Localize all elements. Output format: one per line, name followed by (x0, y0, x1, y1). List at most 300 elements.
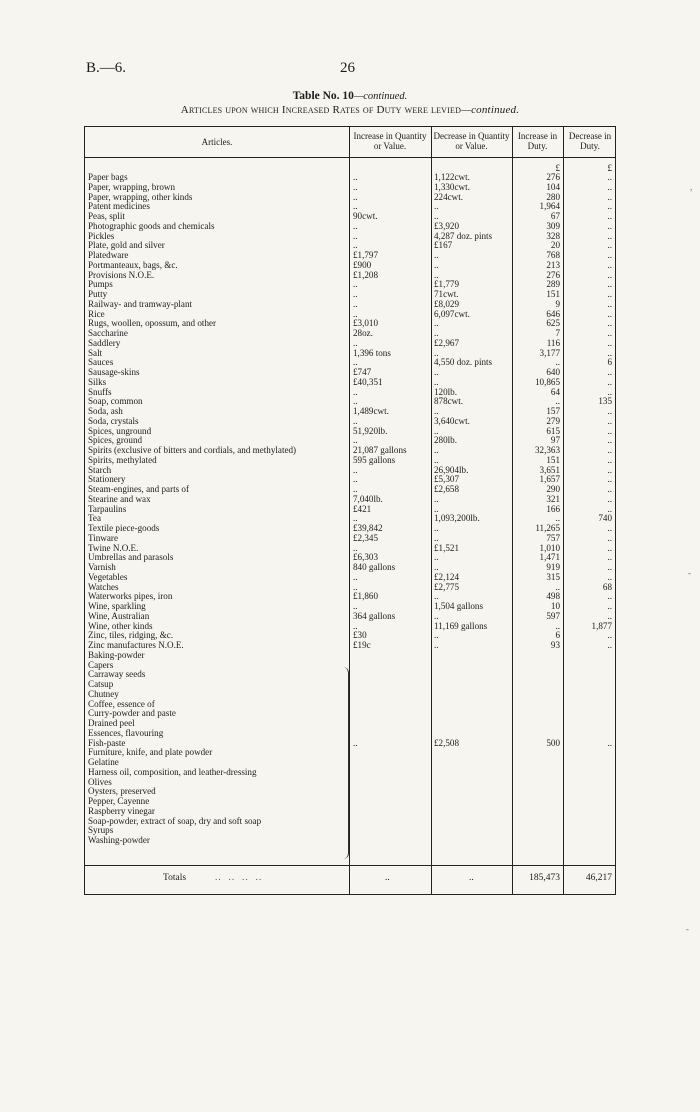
table-row (85, 329, 617, 339)
decrease-qty-cell: 1,504 gallons (434, 601, 484, 611)
table-row (85, 641, 617, 651)
decrease-duty-cell: .. (607, 298, 612, 309)
article-cell: Wine, other kinds (88, 621, 153, 631)
increase-duty-cell: 276 (546, 269, 560, 280)
increase-qty-cell: 7,040lb. (353, 493, 383, 504)
table-row (85, 787, 617, 797)
article-cell: Soda, crystals (88, 416, 139, 426)
decrease-qty-cell: .. (434, 591, 439, 602)
increase-qty-cell: .. (353, 581, 358, 592)
decrease-qty-cell: £5,307 (434, 474, 460, 485)
article-cell: Chutney (88, 689, 119, 699)
table-row (85, 300, 617, 310)
increase-duty-cell: 6 (555, 630, 560, 641)
article-cell: Capers (88, 660, 114, 670)
article-cell: Stearine and wax (88, 494, 151, 504)
article-cell: Rice (88, 309, 105, 319)
decrease-duty-cell: .. (607, 562, 612, 572)
table-row (85, 758, 617, 768)
increase-qty-cell: £421 (353, 503, 372, 514)
article-cell: Paper, wrapping, brown (88, 182, 176, 192)
article-cell: Steam-engines, and parts of (88, 485, 190, 494)
decrease-qty-cell: 1,330cwt. (434, 181, 470, 192)
decrease-qty-cell: 11,169 gallons (434, 620, 488, 631)
decrease-qty-cell: 4,287 doz. pints (434, 230, 493, 241)
increase-duty-cell: 157 (546, 406, 560, 416)
increase-qty-cell: .. (353, 201, 358, 212)
increase-duty-cell: 309 (546, 220, 560, 231)
article-cell: Plate, gold and silver (88, 241, 165, 251)
decrease-duty-cell: .. (607, 328, 612, 338)
increase-qty-cell: 595 gallons (353, 454, 396, 465)
article-cell: Patent medicines (88, 202, 150, 212)
article-cell: Oysters, preserved (88, 787, 156, 797)
decrease-duty-cell: .. (607, 454, 612, 465)
increase-duty-cell: 315 (546, 571, 560, 582)
article-cell: Salt (88, 348, 103, 358)
table-row (85, 466, 617, 476)
table-row (85, 592, 617, 602)
decrease-qty-cell: £8,029 (434, 298, 460, 309)
increase-duty-cell: 1,010 (539, 542, 560, 553)
decrease-duty-cell: .. (607, 474, 612, 485)
decrease-duty-cell: .. (607, 737, 612, 748)
table-row (85, 202, 617, 212)
table-body (85, 173, 617, 846)
increase-duty-cell: 1,471 (539, 552, 560, 563)
article-cell: Sauces (88, 358, 114, 368)
margin-mark: - (686, 924, 689, 934)
table-row (85, 631, 617, 641)
increase-qty-cell: .. (353, 484, 358, 494)
decrease-duty-cell: .. (607, 211, 612, 221)
totals-decrease-qty: .. (469, 873, 474, 883)
currency-decrease-duty: £ (607, 163, 612, 173)
totals-label: Totals (163, 873, 187, 883)
totals-rule (85, 865, 615, 866)
decrease-qty-cell: .. (434, 347, 439, 358)
article-cell: Photographic goods and chemicals (88, 221, 215, 231)
increase-duty-cell: 3,651 (539, 464, 560, 475)
increase-duty-cell: 615 (546, 425, 560, 436)
article-cell: Syrups (88, 826, 114, 836)
table-row (85, 446, 617, 456)
increase-duty-cell: 93 (550, 640, 560, 650)
increase-duty-cell: 279 (546, 415, 560, 426)
increase-qty-cell: .. (353, 191, 358, 202)
increase-duty-cell: 213 (546, 259, 560, 270)
increase-qty-cell: 1,489cwt. (353, 406, 389, 416)
article-cell: Spirits, methylated (88, 455, 157, 465)
increase-qty-cell: £2,345 (353, 532, 379, 543)
currency-increase-duty: £ (555, 163, 560, 173)
header-increase-qty: Increase in Quantity or Value. (353, 131, 427, 151)
increase-qty-cell: .. (353, 620, 358, 631)
decrease-duty-cell: .. (607, 591, 612, 602)
decrease-qty-cell: .. (434, 425, 439, 436)
table-row (85, 553, 617, 563)
article-cell: Tea (88, 514, 101, 524)
table-row (85, 719, 617, 729)
article-cell: Washing-powder (88, 836, 150, 845)
decrease-duty-cell: .. (607, 230, 612, 241)
article-cell: Saccharine (88, 329, 128, 338)
table-row (85, 417, 617, 427)
increase-duty-cell: 1,964 (539, 201, 560, 212)
table-row (85, 427, 617, 437)
decrease-qty-cell: .. (434, 269, 439, 280)
increase-qty-cell: .. (353, 386, 358, 397)
increase-duty-cell: 276 (546, 172, 560, 182)
table-row (85, 797, 617, 807)
totals-increase-qty: .. (385, 873, 390, 883)
subtitle-suffix: —continued. (461, 104, 520, 116)
table-row (85, 475, 617, 485)
decrease-duty-cell: 135 (598, 396, 612, 407)
margin-mark: , (690, 182, 693, 192)
increase-duty-cell: 1,657 (539, 474, 560, 485)
decrease-duty-cell: .. (607, 523, 612, 533)
decrease-qty-cell: 26,904lb. (434, 464, 469, 475)
decrease-qty-cell: .. (434, 532, 439, 543)
article-cell: Sausage-skins (88, 368, 140, 377)
article-cell: Stationery (88, 475, 126, 485)
decrease-duty-cell: .. (607, 172, 612, 182)
article-cell: Tinware (88, 533, 118, 543)
increase-qty-cell: £30 (353, 630, 367, 641)
table-row (85, 748, 617, 758)
increase-duty-cell: 64 (550, 386, 560, 397)
totals-decrease-duty: 46,217 (585, 873, 612, 883)
decrease-qty-cell: .. (434, 250, 439, 260)
increase-qty-cell: .. (353, 308, 358, 319)
decrease-qty-cell: £2,967 (434, 337, 460, 348)
decrease-duty-cell: .. (607, 337, 612, 348)
increase-duty-cell: 9 (555, 298, 560, 309)
article-cell: Coffee, essence of (88, 699, 155, 709)
table-row (85, 700, 617, 710)
header-increase-duty: Increase in Duty. (517, 131, 558, 151)
increase-qty-cell: £6,303 (353, 552, 379, 563)
increase-duty-cell: 151 (546, 454, 560, 465)
decrease-duty-cell: .. (607, 552, 612, 563)
decrease-qty-cell: .. (434, 640, 439, 650)
increase-qty-cell: £1,208 (353, 269, 379, 280)
decrease-duty-cell: .. (607, 630, 612, 641)
table-row (85, 271, 617, 281)
table-row (85, 456, 617, 466)
increase-duty-cell: 625 (546, 318, 560, 329)
table-row (85, 807, 617, 817)
article-cell: Vegetables (88, 572, 128, 582)
article-cell: Portmanteaux, bags, &c. (88, 260, 178, 270)
decrease-qty-cell: .. (434, 259, 439, 270)
table-row (85, 310, 617, 320)
increase-qty-cell: .. (353, 230, 358, 241)
increase-qty-cell: 28oz. (353, 328, 373, 338)
decrease-duty-cell: .. (607, 542, 612, 553)
article-cell: Essences, flavouring (88, 728, 164, 738)
decrease-duty-cell: .. (607, 415, 612, 426)
increase-qty-cell: .. (353, 601, 358, 611)
table-row (85, 505, 617, 515)
decrease-duty-cell: .. (607, 425, 612, 436)
article-cell: Carraway seeds (88, 670, 146, 680)
increase-duty-cell: 328 (546, 230, 560, 241)
table-caption (0, 90, 700, 102)
increase-qty-cell: .. (353, 337, 358, 348)
decrease-duty-cell: .. (607, 493, 612, 504)
article-cell: Drained peel (88, 719, 135, 728)
table-row (85, 232, 617, 242)
decrease-duty-cell: 740 (598, 513, 612, 524)
table-row (85, 690, 617, 700)
decrease-duty-cell: .. (607, 269, 612, 280)
table-row (85, 524, 617, 534)
table-row (85, 485, 617, 495)
increase-qty-cell: .. (353, 737, 358, 748)
header-decrease-qty: Decrease in Quantity or Value. (433, 131, 510, 151)
increase-qty-cell: .. (353, 298, 358, 309)
decrease-qty-cell: .. (434, 552, 439, 563)
article-cell: Textile piece-goods (88, 524, 160, 533)
table-row (85, 183, 617, 193)
decrease-qty-cell: 1,093,200lb. (434, 513, 480, 524)
increase-qty-cell: .. (353, 181, 358, 192)
decrease-duty-cell: .. (607, 610, 612, 621)
article-cell: Tarpaulins (88, 504, 127, 514)
article-cell: Silks (88, 377, 107, 387)
increase-qty-cell: .. (353, 435, 358, 446)
increase-duty-cell: 67 (550, 211, 560, 221)
table-row (85, 563, 617, 573)
decrease-duty-cell: .. (607, 386, 612, 397)
article-cell: Pumps (88, 280, 113, 290)
decrease-duty-cell: .. (607, 484, 612, 494)
decrease-qty-cell: .. (434, 201, 439, 212)
decrease-duty-cell: .. (607, 571, 612, 582)
increase-qty-cell: .. (353, 464, 358, 475)
article-cell: Curry-powder and paste (88, 709, 176, 719)
increase-duty-cell: 757 (546, 532, 560, 543)
increase-qty-cell: .. (353, 513, 358, 524)
increase-duty-cell: 321 (546, 493, 560, 504)
increase-qty-cell: £1,860 (353, 591, 379, 602)
decrease-qty-cell: £2,775 (434, 581, 460, 592)
decrease-qty-cell: £1,521 (434, 542, 460, 553)
article-cell: Spirits (exclusive of bitters and cordials, and methylated) (88, 446, 297, 455)
totals-row (85, 871, 617, 885)
decrease-qty-cell: .. (434, 376, 439, 387)
page-number: 26 (340, 60, 355, 76)
group-brace (342, 667, 349, 859)
article-cell: Railway- and tramway-plant (88, 299, 193, 309)
table-title: Table No. 10 (292, 90, 354, 102)
table-row (85, 495, 617, 505)
header-rule (85, 157, 615, 158)
decrease-qty-cell: .. (434, 610, 439, 621)
increase-qty-cell: .. (353, 289, 358, 299)
table-row (85, 193, 617, 203)
article-cell: Paper bags (88, 173, 128, 182)
increase-duty-cell: 116 (546, 337, 560, 348)
article-cell: Baking-powder (88, 650, 145, 660)
increase-qty-cell: .. (353, 542, 358, 553)
header-decrease-duty: Decrease in Duty. (568, 131, 612, 151)
table-row (85, 251, 617, 261)
table-row (85, 212, 617, 222)
decrease-duty-cell: .. (607, 220, 612, 231)
decrease-duty-cell: .. (607, 289, 612, 299)
article-cell: Umbrellas and parasols (88, 553, 174, 563)
increase-qty-cell: £19c (353, 640, 371, 650)
increase-duty-cell: 166 (546, 503, 560, 514)
decrease-qty-cell: £2,124 (434, 571, 460, 582)
increase-qty-cell: 51,920lb. (353, 425, 388, 436)
table-row (85, 388, 617, 398)
increase-duty-cell: 3,177 (539, 347, 560, 358)
table-row (85, 661, 617, 671)
table-row (85, 602, 617, 612)
margin-mark: - (688, 568, 691, 578)
decrease-qty-cell: 4,550 doz. pints (434, 357, 493, 368)
increase-duty-cell: 7 (555, 328, 560, 338)
increase-qty-cell: .. (353, 415, 358, 426)
table-row (85, 583, 617, 593)
decrease-qty-cell: .. (434, 630, 439, 641)
decrease-duty-cell: .. (607, 406, 612, 416)
increase-duty-cell: 289 (546, 279, 560, 290)
increase-qty-cell: 1,396 tons (353, 347, 391, 358)
increase-duty-cell: 646 (546, 308, 560, 319)
increase-duty-cell: .. (555, 620, 560, 631)
decrease-duty-cell: .. (607, 191, 612, 202)
decrease-duty-cell: .. (607, 445, 612, 455)
increase-duty-cell: .. (555, 357, 560, 368)
decrease-duty-cell: .. (607, 435, 612, 446)
article-cell: Starch (88, 465, 112, 475)
decrease-qty-cell: .. (434, 367, 439, 377)
table-row (85, 349, 617, 359)
article-cell: Catsup (88, 680, 114, 689)
table-subtitle (0, 104, 700, 116)
table-row (85, 826, 617, 836)
decrease-qty-cell: .. (434, 493, 439, 504)
increase-qty-cell: 21,087 gallons (353, 445, 407, 455)
increase-duty-cell: 640 (546, 367, 560, 377)
article-cell: Snuffs (88, 387, 112, 397)
table-row (85, 768, 617, 778)
increase-duty-cell: 10,865 (534, 376, 560, 387)
table-row (85, 729, 617, 739)
table-row (85, 544, 617, 554)
increase-qty-cell: .. (353, 396, 358, 407)
increase-qty-cell: 364 gallons (353, 610, 396, 621)
header-articles: Articles. (201, 137, 233, 147)
article-cell: Raspberry vinegar (88, 806, 155, 816)
decrease-duty-cell: .. (607, 347, 612, 358)
increase-duty-cell: 290 (546, 484, 560, 494)
increase-qty-cell: .. (353, 172, 358, 182)
table-row (85, 261, 617, 271)
article-cell: Wine, Australian (88, 611, 150, 621)
table-row (85, 670, 617, 680)
decrease-qty-cell: 280lb. (434, 435, 457, 446)
article-cell: Olives (88, 777, 112, 787)
article-cell: Putty (88, 290, 108, 299)
increase-duty-cell: 10 (550, 601, 560, 611)
increase-duty-cell: 20 (550, 240, 560, 251)
article-cell: Zinc, tiles, ridging, &c. (88, 631, 174, 641)
decrease-duty-cell: .. (607, 532, 612, 543)
document-series: B.—6. (86, 60, 127, 76)
decrease-qty-cell: 878cwt. (434, 396, 464, 407)
decrease-qty-cell: .. (434, 328, 439, 338)
table-row (85, 622, 617, 632)
table-row (85, 651, 617, 661)
decrease-duty-cell: .. (607, 201, 612, 212)
increase-qty-cell: .. (353, 357, 358, 368)
increase-duty-cell: .. (555, 396, 560, 407)
increase-qty-cell: £39,842 (353, 523, 383, 533)
increase-duty-cell: 597 (546, 610, 560, 621)
increase-qty-cell: .. (353, 474, 358, 485)
decrease-duty-cell: .. (607, 318, 612, 329)
decrease-qty-cell: 1,122cwt. (434, 172, 470, 182)
decrease-qty-cell: 3,640cwt. (434, 415, 470, 426)
article-cell: Harness oil, composition, and leather-dressing (88, 767, 257, 777)
decrease-qty-cell: .. (434, 562, 439, 572)
increase-qty-cell: .. (353, 220, 358, 231)
increase-qty-cell: 840 gallons (353, 562, 396, 572)
table-row (85, 378, 617, 388)
decrease-duty-cell: .. (607, 503, 612, 514)
article-cell: Soap-powder, extract of soap, dry and soft soap (88, 816, 262, 826)
article-cell: Zinc manufactures N.O.E. (88, 641, 184, 650)
increase-duty-cell: 919 (546, 562, 560, 572)
decrease-duty-cell: 1,877 (591, 620, 612, 631)
increase-duty-cell: .. (555, 581, 560, 592)
decrease-qty-cell: .. (434, 523, 439, 533)
article-cell: Saddlery (88, 338, 121, 348)
decrease-duty-cell: .. (607, 601, 612, 611)
decrease-qty-cell: .. (434, 503, 439, 514)
increase-duty-cell: 11,265 (535, 523, 560, 533)
increase-qty-cell: .. (353, 279, 358, 290)
increase-qty-cell: .. (353, 571, 358, 582)
decrease-qty-cell: £2,508 (434, 737, 460, 748)
subtitle-text: Articles upon which Increased Rates of Duty were levied (180, 104, 462, 116)
table-row (85, 290, 617, 300)
increase-duty-cell: .. (555, 513, 560, 524)
article-cell: Waterworks pipes, iron (88, 592, 173, 602)
decrease-qty-cell: 120lb. (434, 386, 457, 397)
decrease-qty-cell: 6,097cwt. (434, 308, 470, 319)
increase-qty-cell: £40,351 (353, 376, 383, 387)
article-cell: Twine N.O.E. (88, 543, 139, 553)
decrease-duty-cell: .. (607, 181, 612, 192)
decrease-duty-cell: .. (607, 279, 612, 290)
table-row (85, 680, 617, 690)
article-cell: Varnish (88, 563, 116, 572)
increase-qty-cell: £1,797 (353, 250, 379, 260)
article-cell: Paper, wrapping, other kinds (88, 192, 193, 202)
increase-duty-cell: 500 (546, 737, 560, 748)
table-title-suffix: —continued. (353, 91, 408, 102)
decrease-qty-cell: £167 (434, 240, 453, 251)
increase-duty-cell: 498 (546, 591, 560, 602)
table-row (85, 397, 617, 407)
